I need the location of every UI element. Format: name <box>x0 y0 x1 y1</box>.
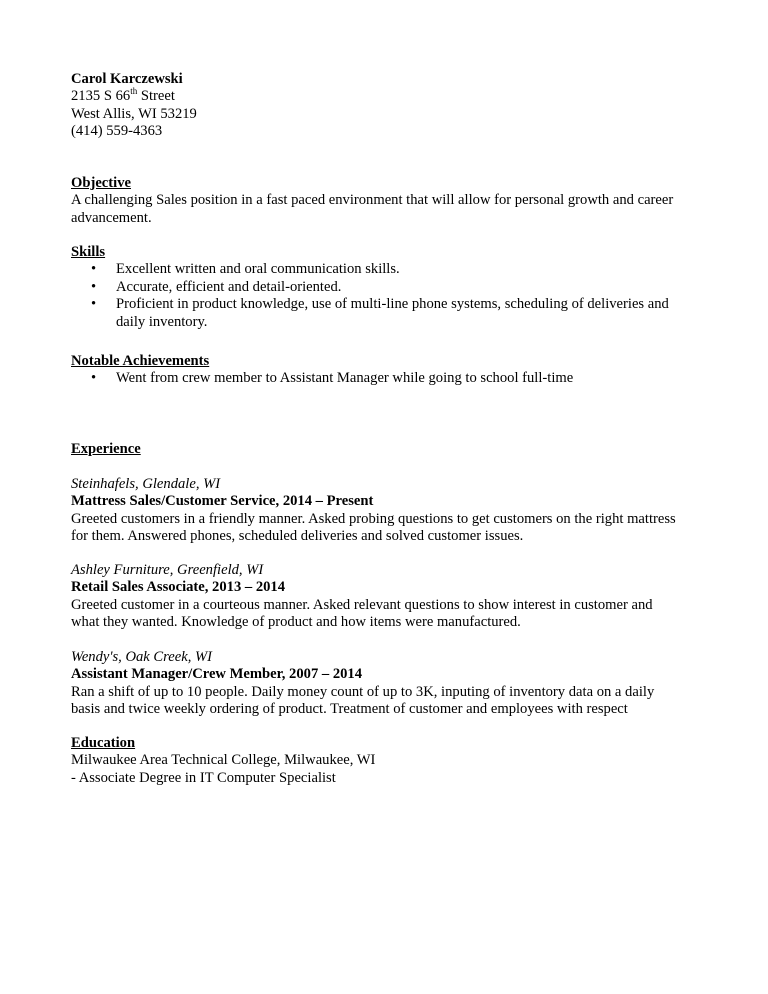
job-employer: Ashley Furniture, Greenfield, WI <box>71 562 264 578</box>
city-state-zip: West Allis, WI 53219 <box>71 105 197 122</box>
skill-item <box>71 279 711 296</box>
job-description-line1: Ran a shift of up to 10 people. Daily money count of up to 3K, inputing of inventory data on a daily <box>71 683 655 700</box>
job-description-line2: basis and twice weekly ordering of product. Treatment of customer and employees with respect <box>71 701 628 718</box>
objective-text-line2: advancement. <box>71 209 152 226</box>
job-description-line1: Greeted customers in a friendly manner. Asked probing questions to get customers on the right mattress <box>71 510 676 527</box>
contact-block <box>71 71 711 141</box>
education-degree: - Associate Degree in IT Computer Specialist <box>71 769 336 786</box>
skill-item <box>71 296 711 331</box>
achievements-heading: Notable Achievements <box>71 353 210 369</box>
job-entry <box>71 649 711 719</box>
education-heading: Education <box>71 735 136 751</box>
achievement-text: Went from crew member to Assistant Manager while going to school full-time <box>116 370 574 387</box>
achievement-item <box>71 370 711 387</box>
objective-text-line1: A challenging Sales position in a fast paced environment that will allow for personal growth and career <box>71 192 674 209</box>
experience-heading: Experience <box>71 441 141 457</box>
achievements-section <box>71 353 711 388</box>
job-employer: Steinhafels, Glendale, WI <box>71 476 221 492</box>
job-entry <box>71 476 711 546</box>
job-entry <box>71 562 711 632</box>
job-title: Assistant Manager/Crew Member, 2007 – 2014 <box>71 666 363 683</box>
job-description-line1: Greeted customer in a courteous manner. Asked relevant questions to show interest in customer and <box>71 596 653 613</box>
bullet-icon: • <box>91 261 97 278</box>
job-employer: Wendy's, Oak Creek, WI <box>71 649 213 665</box>
job-title: Mattress Sales/Customer Service, 2014 – Present <box>71 493 374 510</box>
bullet-icon: • <box>91 370 97 387</box>
skill-text: Excellent written and oral communication skills. <box>116 261 400 278</box>
skills-heading: Skills <box>71 244 106 260</box>
experience-section <box>71 441 711 458</box>
bullet-icon: • <box>91 278 97 295</box>
education-school: Milwaukee Area Technical College, Milwaukee, WI <box>71 752 376 769</box>
bullet-icon: • <box>91 296 97 313</box>
ordinal-suffix: th <box>130 85 138 96</box>
skills-list <box>71 261 711 331</box>
phone-number: (414) 559-4363 <box>71 123 163 140</box>
education-section <box>71 735 711 787</box>
job-description-line2: for them. Answered phones, scheduled deliveries and solved customer issues. <box>71 528 524 545</box>
objective-section <box>71 175 711 227</box>
skill-text-continued: daily inventory. <box>116 313 208 330</box>
street-address <box>71 85 711 105</box>
skill-text: Proficient in product knowledge, use of multi-line phone systems, scheduling of deliveries and <box>116 296 669 313</box>
skill-text: Accurate, efficient and detail-oriented. <box>116 278 342 295</box>
street-number: 2135 S 66 <box>71 88 131 105</box>
applicant-name: Carol Karczewski <box>71 71 183 87</box>
achievements-list <box>71 370 711 387</box>
skills-section <box>71 244 711 331</box>
skill-item <box>71 261 711 278</box>
job-title: Retail Sales Associate, 2013 – 2014 <box>71 579 286 596</box>
objective-heading: Objective <box>71 175 131 191</box>
job-description-line2: what they wanted. Knowledge of product and how items were manufactured. <box>71 614 521 631</box>
street-name: Street <box>137 88 175 105</box>
